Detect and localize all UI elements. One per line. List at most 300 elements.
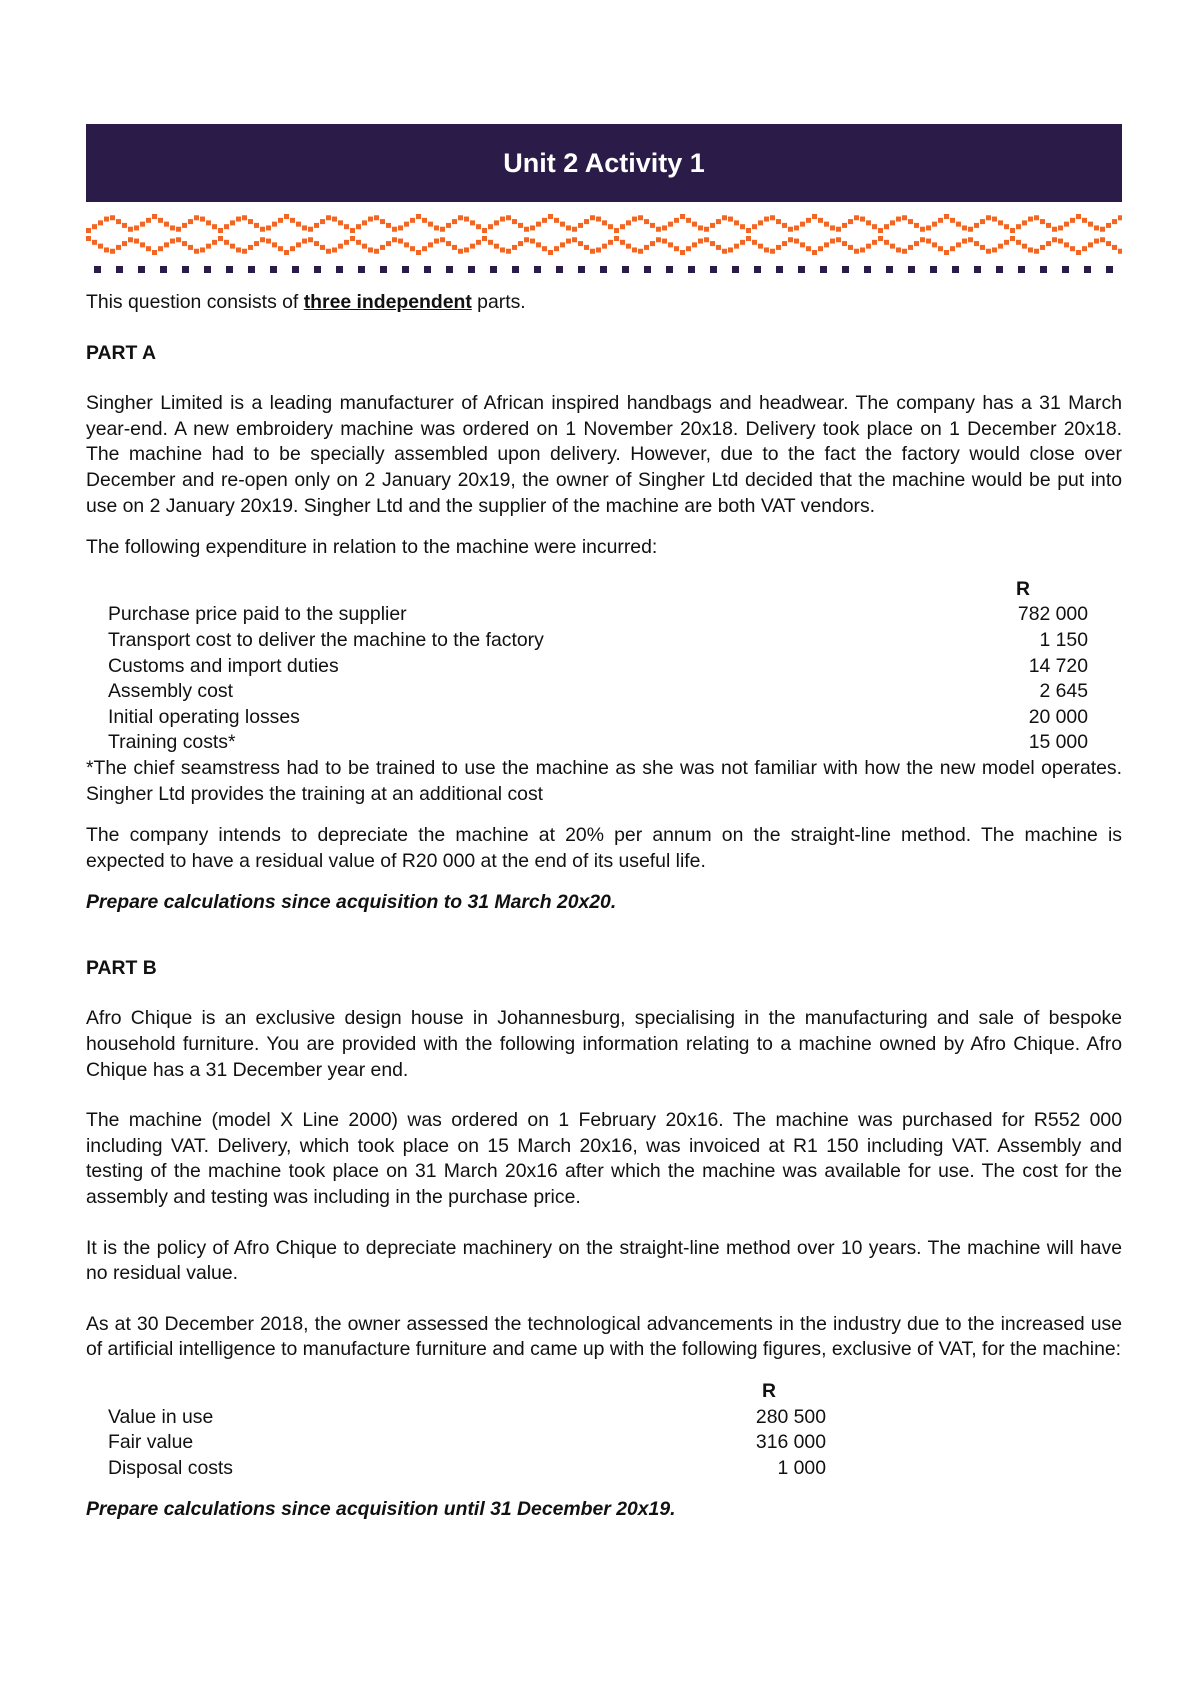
pattern-dot <box>740 224 745 229</box>
pattern-dot <box>494 244 499 249</box>
pattern-dot <box>782 223 787 228</box>
pattern-dot <box>878 236 883 241</box>
pattern-dot <box>908 219 913 224</box>
pattern-dot <box>290 218 295 223</box>
pattern-dot <box>950 218 955 223</box>
pattern-dot <box>854 249 859 254</box>
table-row: Disposal costs 1 000 <box>108 1456 826 1479</box>
pattern-dot <box>548 214 553 219</box>
pattern-dot <box>320 245 325 250</box>
pattern-dot <box>590 249 595 254</box>
pattern-dot <box>194 215 199 220</box>
pattern-dot <box>920 237 925 242</box>
pattern-dot <box>1112 219 1117 224</box>
pattern-dot <box>392 237 397 242</box>
pattern-dot <box>728 217 733 222</box>
pattern-dot <box>170 239 175 244</box>
pattern-dot <box>296 242 301 247</box>
table-row: Customs and import duties 14 720 <box>108 654 1088 677</box>
pattern-dot <box>1100 237 1105 242</box>
pattern-dot <box>770 249 775 254</box>
pattern-dot <box>1076 250 1081 255</box>
pattern-square <box>556 266 563 273</box>
pattern-square <box>732 266 739 273</box>
pattern-square <box>1062 266 1069 273</box>
part-a-paragraph-1: Singher Limited is a leading manufacturer of African inspired handbags and headwear. The company has a 31 March year-end. A new embroidery machine was ordered on 1 November 20x18. Delivery took place on 1 December 20x18. The machine had to be specially assembled upon delivery. However, due to the fact the factory would close over December and re-open only on 2 January 20x19, the owner of Singher Ltd decided that the machine would be put into use on 2 January 20x19. Singher Ltd and the supplier of the machine are both VAT vendors. <box>86 392 1122 517</box>
part-a-footnote: *The chief seamstress had to be trained to use the machine as she was not familiar with how the new model operates. Singher Ltd provides the training at an additional cost <box>86 756 1122 805</box>
pattern-dot <box>794 225 799 230</box>
pattern-dot <box>548 250 553 255</box>
pattern-dot <box>860 217 865 222</box>
part-b-figures-table <box>86 1379 1122 1481</box>
pattern-dot <box>692 222 697 227</box>
part-b-paragraph-3: It is the policy of Afro Chique to depreciate machinery on the straight-line method over 10 years. The machine will have no residual value. <box>86 1236 1122 1285</box>
part-b-heading: PART B <box>86 956 157 979</box>
pattern-dot <box>686 246 691 251</box>
pattern-dot <box>1010 228 1015 233</box>
pattern-dot <box>302 225 307 230</box>
pattern-dot <box>1016 240 1021 245</box>
pattern-dot <box>344 224 349 229</box>
pattern-dot <box>536 222 541 227</box>
pattern-dot <box>962 239 967 244</box>
pattern-dot <box>608 240 613 245</box>
pattern-dot <box>626 220 631 225</box>
pattern-dot <box>266 239 271 244</box>
pattern-dot <box>482 236 487 241</box>
pattern-dot <box>764 217 769 222</box>
pattern-dot <box>128 227 133 232</box>
pattern-dot <box>374 215 379 220</box>
pattern-dot <box>956 242 961 247</box>
pattern-dot <box>830 239 835 244</box>
pattern-dot <box>530 225 535 230</box>
pattern-dot <box>860 247 865 252</box>
pattern-square <box>974 266 981 273</box>
pattern-dot <box>1118 215 1122 220</box>
pattern-dot <box>950 246 955 251</box>
pattern-dot <box>530 239 535 244</box>
pattern-square <box>820 266 827 273</box>
pattern-dot <box>914 223 919 228</box>
pattern-dot <box>920 227 925 232</box>
pattern-dot <box>650 223 655 228</box>
part-a-expenditure-table <box>86 577 1122 756</box>
pattern-square <box>710 266 717 273</box>
pattern-dot <box>470 220 475 225</box>
pattern-dot <box>320 219 325 224</box>
pattern-dot <box>656 237 661 242</box>
pattern-dot <box>380 219 385 224</box>
pattern-dot <box>218 228 223 233</box>
pattern-dot <box>1052 237 1057 242</box>
pattern-dot <box>284 250 289 255</box>
pattern-dot <box>944 214 949 219</box>
pattern-dot <box>446 241 451 246</box>
pattern-dot <box>224 240 229 245</box>
pattern-dot <box>704 227 709 232</box>
table-row: Initial operating losses 20 000 <box>108 705 1088 728</box>
pattern-dot <box>452 219 457 224</box>
pattern-dot <box>680 250 685 255</box>
pattern-dot <box>824 242 829 247</box>
intro-emphasis: three independent <box>303 291 472 313</box>
pattern-dot <box>770 215 775 220</box>
pattern-dot <box>866 220 871 225</box>
pattern-dot <box>830 225 835 230</box>
pattern-dot <box>794 239 799 244</box>
pattern-dot <box>896 247 901 252</box>
pattern-square <box>490 266 497 273</box>
pattern-dot <box>230 220 235 225</box>
pattern-dot <box>278 218 283 223</box>
pattern-dot <box>668 242 673 247</box>
pattern-dot <box>872 240 877 245</box>
pattern-square <box>886 266 893 273</box>
pattern-dot <box>236 247 241 252</box>
pattern-dot <box>1028 217 1033 222</box>
pattern-dot <box>884 240 889 245</box>
pattern-square <box>578 266 585 273</box>
pattern-dot <box>644 245 649 250</box>
pattern-dot <box>662 225 667 230</box>
pattern-dot <box>740 240 745 245</box>
pattern-dot <box>686 218 691 223</box>
pattern-dot <box>710 223 715 228</box>
pattern-dot <box>1058 225 1063 230</box>
pattern-dot <box>260 227 265 232</box>
pattern-square <box>600 266 607 273</box>
pattern-dot <box>446 223 451 228</box>
pattern-dot <box>1010 236 1015 241</box>
pattern-square <box>512 266 519 273</box>
pattern-dot <box>518 223 523 228</box>
pattern-dot <box>542 218 547 223</box>
pattern-dot <box>350 236 355 241</box>
pattern-dot <box>1100 227 1105 232</box>
pattern-dot <box>356 224 361 229</box>
pattern-dot <box>614 228 619 233</box>
pattern-dot <box>374 249 379 254</box>
pattern-dot <box>134 225 139 230</box>
pattern-dot <box>422 218 427 223</box>
pattern-dot <box>680 214 685 219</box>
pattern-dot <box>362 244 367 249</box>
pattern-dot <box>638 249 643 254</box>
pattern-square <box>1084 266 1091 273</box>
pattern-dot <box>542 246 547 251</box>
pattern-dot <box>524 227 529 232</box>
pattern-square <box>446 266 453 273</box>
pattern-dot <box>980 245 985 250</box>
pattern-dot <box>1106 241 1111 246</box>
pattern-dot <box>146 218 151 223</box>
table-row: Assembly cost 2 645 <box>108 680 1088 703</box>
pattern-dot <box>632 247 637 252</box>
pattern-dot <box>620 240 625 245</box>
pattern-dot <box>1034 215 1039 220</box>
pattern-dot <box>416 250 421 255</box>
pattern-dot <box>848 219 853 224</box>
pattern-square <box>270 266 277 273</box>
pattern-dot <box>926 225 931 230</box>
pattern-dot <box>1076 214 1081 219</box>
pattern-dot <box>1094 225 1099 230</box>
pattern-dot <box>1046 223 1051 228</box>
pattern-dot <box>992 247 997 252</box>
pattern-dot <box>86 236 91 241</box>
pattern-dot <box>458 215 463 220</box>
pattern-dot <box>716 245 721 250</box>
pattern-dot <box>86 228 91 233</box>
pattern-square <box>996 266 1003 273</box>
pattern-dot <box>182 241 187 246</box>
pattern-dot <box>1040 245 1045 250</box>
pattern-dot <box>158 218 163 223</box>
pattern-dot <box>662 239 667 244</box>
pattern-dot <box>308 227 313 232</box>
pattern-dot <box>572 237 577 242</box>
pattern-square <box>424 266 431 273</box>
part-a-paragraph-2: The following expenditure in relation to the machine were incurred: <box>86 536 658 559</box>
pattern-dot <box>800 242 805 247</box>
pattern-dot <box>1064 222 1069 227</box>
pattern-square <box>160 266 167 273</box>
pattern-dot <box>176 237 181 242</box>
pattern-dot <box>284 214 289 219</box>
pattern-dot <box>902 249 907 254</box>
pattern-dot <box>536 242 541 247</box>
pattern-dot <box>464 217 469 222</box>
pattern-dot <box>632 217 637 222</box>
pattern-dot <box>608 224 613 229</box>
pattern-dot <box>104 247 109 252</box>
pattern-dot <box>1088 222 1093 227</box>
pattern-dot <box>890 244 895 249</box>
pattern-dot <box>1082 246 1087 251</box>
pattern-dot <box>1070 246 1075 251</box>
pattern-dot <box>152 214 157 219</box>
pattern-dot <box>440 237 445 242</box>
pattern-dot <box>146 246 151 251</box>
pattern-square <box>204 266 211 273</box>
pattern-dot <box>230 244 235 249</box>
pattern-dot <box>242 215 247 220</box>
pattern-dot <box>422 246 427 251</box>
pattern-dot <box>464 247 469 252</box>
pattern-dot <box>1022 244 1027 249</box>
pattern-dot <box>398 239 403 244</box>
pattern-dot <box>566 225 571 230</box>
pattern-dot <box>218 236 223 241</box>
pattern-dot <box>140 222 145 227</box>
pattern-dot <box>410 218 415 223</box>
pattern-dot <box>692 242 697 247</box>
pattern-dot <box>992 217 997 222</box>
pattern-dot <box>1046 241 1051 246</box>
pattern-dot <box>854 215 859 220</box>
part-b-paragraph-2: The machine (model X Line 2000) was ordered on 1 February 20x16. The machine was purchased for R552 000 including VAT. Delivery, which took place on 15 March 20x16, was invoiced at R1 150 including VAT. Assembly and testing of the machine took place on 31 March 20x16 after which the machine was available for use. The cost for the assembly and testing was including in the purchase price. <box>86 1109 1122 1209</box>
pattern-dot <box>128 237 133 242</box>
pattern-dot <box>806 218 811 223</box>
pattern-dot <box>1022 220 1027 225</box>
pattern-dot <box>758 244 763 249</box>
pattern-dot <box>758 220 763 225</box>
pattern-dot <box>566 239 571 244</box>
pattern-dot <box>326 215 331 220</box>
pattern-dot <box>674 218 679 223</box>
pattern-dot <box>974 241 979 246</box>
pattern-dot <box>506 249 511 254</box>
pattern-square <box>644 266 651 273</box>
pattern-dot <box>818 218 823 223</box>
pattern-dot <box>980 219 985 224</box>
pattern-dot <box>194 249 199 254</box>
pattern-dot <box>518 241 523 246</box>
pattern-dot <box>428 242 433 247</box>
pattern-dot <box>620 224 625 229</box>
pattern-square <box>380 266 387 273</box>
pattern-dot <box>434 239 439 244</box>
pattern-dot <box>842 241 847 246</box>
pattern-dot <box>188 219 193 224</box>
pattern-dot <box>410 246 415 251</box>
pattern-dot <box>590 215 595 220</box>
pattern-dot <box>752 240 757 245</box>
pattern-dot <box>122 241 127 246</box>
pattern-dot <box>368 247 373 252</box>
pattern-dot <box>332 247 337 252</box>
pattern-dot <box>722 215 727 220</box>
pattern-square <box>336 266 343 273</box>
pattern-dot <box>584 245 589 250</box>
pattern-dot <box>644 219 649 224</box>
pattern-dot <box>380 245 385 250</box>
pattern-dot <box>164 222 169 227</box>
pattern-dot <box>722 249 727 254</box>
pattern-dot <box>968 227 973 232</box>
pattern-square <box>1040 266 1047 273</box>
pattern-square <box>952 266 959 273</box>
document-body <box>86 290 1122 1523</box>
pattern-dot <box>116 245 121 250</box>
pattern-square <box>534 266 541 273</box>
pattern-dot <box>116 219 121 224</box>
pattern-dot <box>356 240 361 245</box>
pattern-dot <box>998 244 1003 249</box>
pattern-square <box>798 266 805 273</box>
pattern-dot <box>836 227 841 232</box>
pattern-dot <box>782 241 787 246</box>
pattern-dot <box>368 217 373 222</box>
pattern-dot <box>872 224 877 229</box>
table-row: Value in use 280 500 <box>108 1405 826 1428</box>
pattern-dot <box>110 215 115 220</box>
pattern-dot <box>818 246 823 251</box>
pattern-dot <box>500 247 505 252</box>
pattern-dot <box>434 225 439 230</box>
pattern-dot <box>212 240 217 245</box>
pattern-dot <box>1052 227 1057 232</box>
pattern-dot <box>734 244 739 249</box>
pattern-dot <box>1016 224 1021 229</box>
pattern-dot <box>1112 245 1117 250</box>
pattern-dot <box>1040 219 1045 224</box>
pattern-dot <box>704 237 709 242</box>
pattern-dot <box>326 249 331 254</box>
pattern-dot <box>932 242 937 247</box>
pattern-dot <box>938 218 943 223</box>
pattern-dot <box>350 228 355 233</box>
pattern-dot <box>458 249 463 254</box>
pattern-dot <box>98 244 103 249</box>
pattern-dot <box>938 246 943 251</box>
pattern-dot <box>140 242 145 247</box>
pattern-square <box>402 266 409 273</box>
pattern-dot <box>512 219 517 224</box>
pattern-dot <box>890 220 895 225</box>
pattern-dot <box>884 224 889 229</box>
pattern-dot <box>614 236 619 241</box>
pattern-dot <box>602 220 607 225</box>
pattern-dot <box>848 245 853 250</box>
pattern-dot <box>560 242 565 247</box>
pattern-dot <box>428 222 433 227</box>
pattern-dot <box>332 217 337 222</box>
pattern-dot <box>248 245 253 250</box>
pattern-dot <box>914 241 919 246</box>
pattern-dot <box>200 247 205 252</box>
pattern-dot <box>314 223 319 228</box>
pattern-dot <box>842 223 847 228</box>
pattern-dot <box>440 227 445 232</box>
pattern-dot <box>896 217 901 222</box>
page-title: Unit 2 Activity 1 <box>503 147 705 178</box>
pattern-dot <box>788 227 793 232</box>
pattern-dot <box>266 225 271 230</box>
pattern-dot <box>596 247 601 252</box>
pattern-dot <box>776 219 781 224</box>
pattern-dot <box>668 222 673 227</box>
pattern-dot <box>986 249 991 254</box>
pattern-dot <box>242 249 247 254</box>
pattern-dot <box>152 250 157 255</box>
part-b-paragraph-4: As at 30 December 2018, the owner assessed the technological advancements in the industry due to the increased use of artificial intelligence to manufacture furniture and came up with the following figures, exclusive of VAT, for the machine: <box>86 1312 1122 1361</box>
pattern-dot <box>290 246 295 251</box>
pattern-dot <box>272 222 277 227</box>
pattern-dot <box>968 237 973 242</box>
pattern-dot <box>932 222 937 227</box>
pattern-square <box>864 266 871 273</box>
pattern-dot <box>986 215 991 220</box>
part-b-instruction: Prepare calculations since acquisition until 31 December 20x19. <box>86 1498 676 1521</box>
pattern-square <box>468 266 475 273</box>
pattern-dot <box>638 215 643 220</box>
part-a-currency-header: R <box>1015 577 1030 600</box>
pattern-dot <box>488 224 493 229</box>
pattern-dot <box>206 244 211 249</box>
pattern-dot <box>578 241 583 246</box>
pattern-square <box>1018 266 1025 273</box>
pattern-dot <box>176 227 181 232</box>
pattern-dot <box>1058 239 1063 244</box>
pattern-dot <box>398 225 403 230</box>
pattern-dot <box>494 220 499 225</box>
pattern-dot <box>206 220 211 225</box>
pattern-dot <box>308 237 313 242</box>
pattern-dot <box>764 247 769 252</box>
pattern-dot <box>1004 240 1009 245</box>
